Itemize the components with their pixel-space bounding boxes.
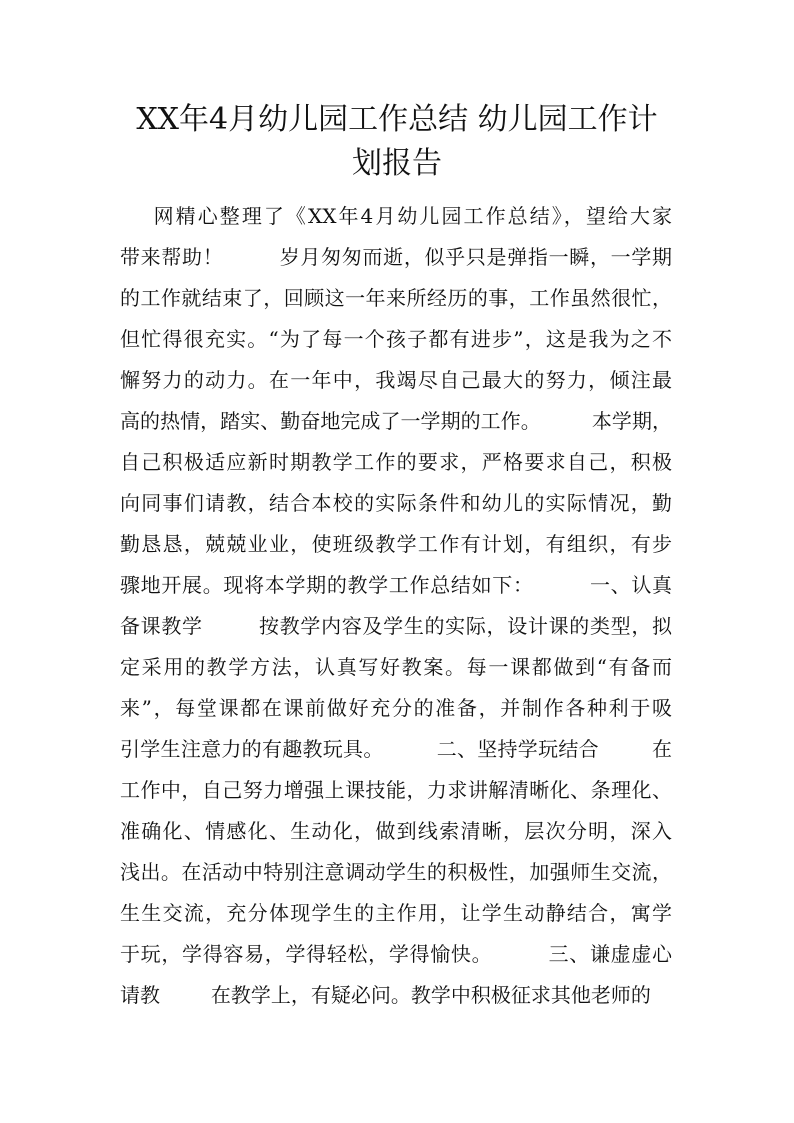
body-text-line-5: 懈努力的动力。在一年中，我竭尽自己最大的努力，倾注最: [120, 368, 672, 392]
body-text-line-8: 向同事们请教，结合本校的实际条件和幼儿的实际情况，勤: [120, 491, 672, 515]
body-text-line-12: 定采用的教学方法，认真写好教案。每一课都做到“有备而: [120, 655, 672, 679]
body-text-line-2: 带来帮助！ 岁月匆匆而逝，似乎只是弹指一瞬，一学期: [120, 245, 672, 269]
body-text-line-19: 于玩，学得容易，学得轻松，学得愉快。 三、谦虚虚心: [120, 942, 672, 966]
body-text-line-6: 高的热情，踏实、勤奋地完成了一学期的工作。 本学期，: [120, 409, 672, 433]
body-text-line-11: 备课教学 按教学内容及学生的实际，设计课的类型，拟: [120, 614, 672, 638]
body-text-line-13: 来”，每堂课都在课前做好充分的准备，并制作各种利于吸: [120, 696, 672, 720]
body-text-line-15: 工作中，自己努力增强上课技能，力求讲解清晰化、条理化、: [120, 778, 672, 802]
body-text-line-4: 但忙得很充实。“为了每一个孩子都有进步”，这是我为之不: [120, 327, 672, 351]
document-title-line-2: 划报告: [352, 146, 442, 181]
document-title-line-1: XX年4月幼儿园工作总结 幼儿园工作计: [136, 102, 658, 137]
body-text-line-10: 骤地开展。现将本学期的教学工作总结如下： 一、认真: [120, 573, 672, 597]
body-text-line-9: 勤恳恳，兢兢业业，使班级教学工作有计划，有组织，有步: [120, 532, 672, 556]
body-text-line-16: 准确化、情感化、生动化，做到线索清晰，层次分明，深入: [120, 819, 672, 843]
body-text-line-7: 自己积极适应新时期教学工作的要求，严格要求自己，积极: [120, 450, 672, 474]
body-text-line-3: 的工作就结束了，回顾这一年来所经历的事，工作虽然很忙，: [120, 286, 672, 310]
body-text-line-17: 浅出。在活动中特别注意调动学生的积极性，加强师生交流，: [120, 860, 672, 884]
body-text-line-1: 网精心整理了《XX年4月幼儿园工作总结》，望给大家: [120, 204, 672, 228]
body-text-line-20: 请教 在教学上，有疑必问。教学中积极征求其他老师的: [120, 983, 651, 1007]
body-text-line-14: 引学生注意力的有趣教玩具。 二、坚持学玩结合 在: [120, 737, 672, 761]
body-text-line-18: 生生交流，充分体现学生的主作用，让学生动静结合，寓学: [120, 901, 672, 925]
